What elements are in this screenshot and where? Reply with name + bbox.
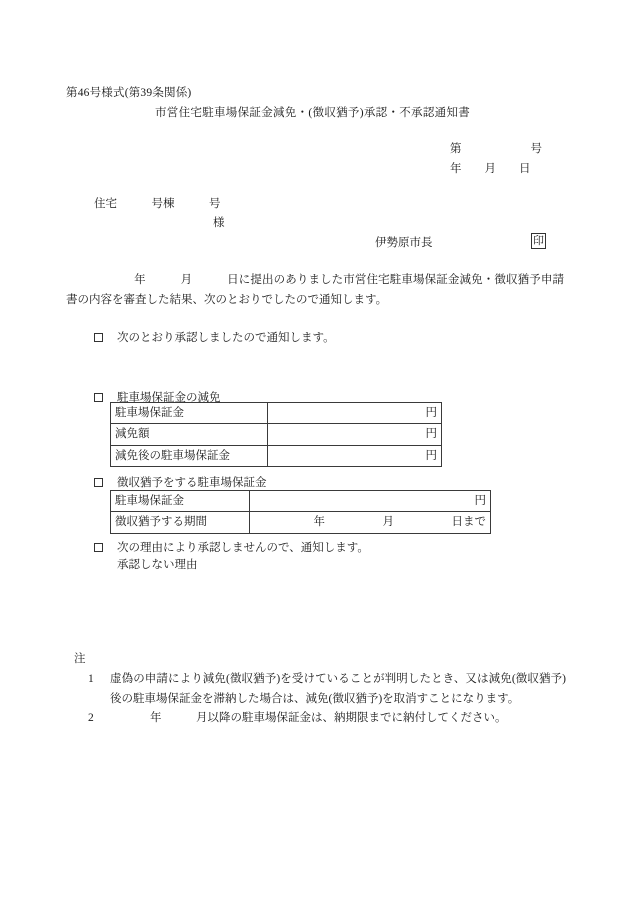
table-row [111, 491, 491, 512]
checkbox-line-denial[interactable] [94, 539, 369, 557]
note-number: 1 [88, 672, 94, 685]
note-item [88, 670, 566, 710]
table-row [111, 512, 491, 533]
form-number: 第46号様式(第39条関係) [66, 87, 192, 99]
checkbox-icon[interactable] [94, 393, 103, 402]
reduction-amount-value[interactable]: 円 [268, 424, 442, 445]
reduction-table [110, 402, 442, 467]
reduction-amount-label: 減免額 [111, 424, 268, 445]
reduction-deposit-value[interactable]: 円 [268, 403, 442, 424]
post-reduction-deposit-value[interactable]: 円 [268, 445, 442, 466]
issuer-name: 伊勢原市長 [375, 237, 433, 249]
denial-notice-text: 次の理由により承認しませんので、通知します。 [117, 542, 369, 554]
notes-section [66, 650, 566, 729]
reduction-deposit-label: 駐車場保証金 [111, 403, 268, 424]
document-date-line: 年 月 日 [450, 163, 531, 176]
body-paragraph [66, 270, 564, 310]
checkbox-icon[interactable] [94, 333, 103, 342]
deferment-heading-text: 徴収猶予をする駐車場保証金 [117, 477, 267, 489]
post-reduction-deposit-label: 減免後の駐車場保証金 [111, 445, 268, 466]
checkbox-line-approval[interactable] [94, 329, 335, 347]
seal-stamp-box: 印 [533, 235, 544, 247]
note-text: 虚偽の申請により減免(徴収猶予)を受けていることが判明したとき、又は減免(徴収猶予)後の駐車場保証金を滞納した場合は、減免(徴収猶予)を取消すことになります。 [110, 672, 566, 705]
document-title: 市営住宅駐車場保証金減免・(徴収猶予)承認・不承認通知書 [155, 107, 471, 119]
table-row [111, 403, 442, 424]
approval-notice-text: 次のとおり承認しましたので通知します。 [117, 332, 335, 344]
table-row [111, 445, 442, 466]
note-number: 2 [88, 712, 94, 725]
notes-heading: 注 [74, 653, 86, 665]
number-date-block [450, 139, 542, 179]
deferment-deposit-label: 駐車場保証金 [111, 491, 250, 512]
deferment-deposit-value[interactable]: 円 [250, 491, 491, 512]
paragraph-text: 年 月 日に提出のありました市営住宅駐車場保証金減免・徴収猶予申請書の内容を審査した結果、次のとおりでしたので通知します。 [66, 274, 564, 307]
addressee-address: 住宅 号棟 号 [94, 198, 221, 210]
note-text: 年 月以降の駐車場保証金は、納期限までに納付してください。 [150, 712, 507, 725]
note-item [88, 709, 566, 729]
document-number-line: 第 号 [450, 143, 542, 155]
denial-reason-label: 承認しない理由 [117, 559, 198, 571]
checkbox-icon[interactable] [94, 543, 103, 552]
addressee-honorific: 様 [213, 217, 225, 229]
deferment-table [110, 490, 491, 534]
deferment-period-label: 徴収猶予する期間 [111, 512, 250, 533]
reduction-heading-text: 駐車場保証金の減免 [117, 392, 221, 404]
deferment-period-value[interactable]: 年 月 日まで [250, 512, 491, 533]
checkbox-icon[interactable] [94, 478, 103, 487]
table-row [111, 424, 442, 445]
